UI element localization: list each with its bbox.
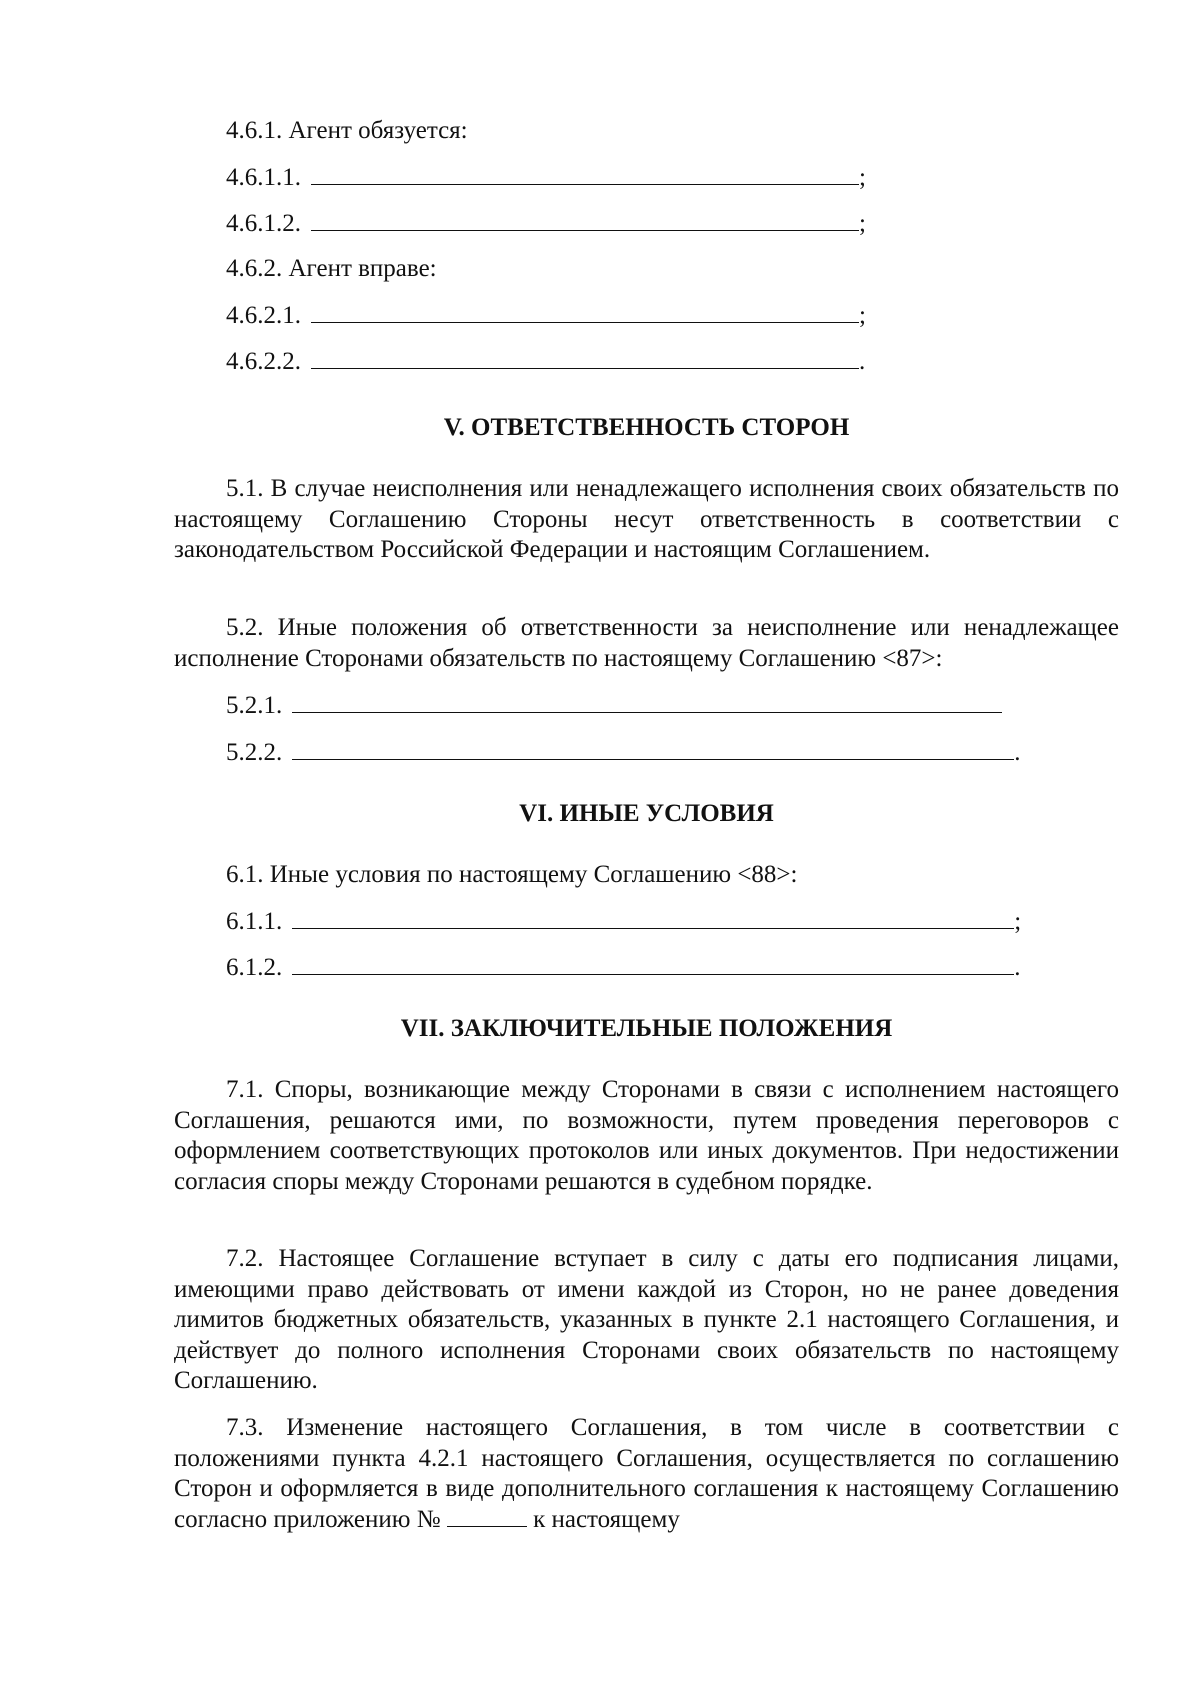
punctuation: . xyxy=(1014,739,1021,766)
clause-4-6-1-1 xyxy=(226,162,866,193)
clause-4-6-1 xyxy=(226,116,468,146)
appendix-number-blank[interactable] xyxy=(447,1506,527,1527)
punctuation: . xyxy=(1014,954,1021,981)
fill-in-blank[interactable] xyxy=(292,737,1014,760)
punctuation: ; xyxy=(859,164,866,191)
section-6-heading: VI. ИНЫЕ УСЛОВИЯ xyxy=(519,800,774,827)
clause-4-6-2 xyxy=(226,254,437,284)
punctuation: ; xyxy=(859,210,866,237)
clause-7-3-text: 7.3. Изменение настоящего Соглашения, в том числе в соответствии с положениями пункта 4.2.1 настоящего Соглашения, осуществляется по соглашению Сторон и оформляется в виде дополнительного соглашения к настоящему Соглашению согласно приложению № xyxy=(174,1414,1119,1533)
fill-in-blank[interactable] xyxy=(292,690,1002,713)
clause-5-2-1 xyxy=(226,690,1002,721)
clause-6-1-text: 6.1. Иные условия по настоящему Соглашению <88>: xyxy=(226,861,798,888)
fill-in-blank[interactable] xyxy=(311,300,859,323)
clause-6-1-1 xyxy=(226,906,1021,937)
clause-number: 4.6.2.1. xyxy=(226,302,301,329)
fill-in-blank[interactable] xyxy=(292,906,1014,929)
fill-in-blank[interactable] xyxy=(292,952,1014,975)
clause-6-1 xyxy=(226,860,797,890)
clause-7-2: 7.2. Настоящее Соглашение вступает в силу с даты его подписания лицами, имеющими право действовать от имени каждой из Сторон, но не ранее доведения лимитов бюджетных обязательств, указанных в пункте 2.1 настоящего Соглашения, и действует до полного исполнения Сторонами своих обязательств по настоящему Соглашению. xyxy=(174,1245,1119,1394)
clause-number: 4.6.1.2. xyxy=(226,210,301,237)
clause-4-6-2-text: 4.6.2. Агент вправе: xyxy=(226,255,437,282)
clause-number: 5.2.2. xyxy=(226,739,283,766)
punctuation: ; xyxy=(1014,908,1022,935)
clause-number: 6.1.1. xyxy=(226,908,283,935)
document-page xyxy=(174,0,1119,1697)
clause-4-6-2-2 xyxy=(226,346,865,377)
fill-in-blank[interactable] xyxy=(311,346,859,369)
punctuation: ; xyxy=(859,302,866,329)
punctuation: . xyxy=(859,348,866,375)
section-5-heading: V. ОТВЕТСТВЕННОСТЬ СТОРОН xyxy=(443,414,850,441)
clause-number: 4.6.2.2. xyxy=(226,348,301,375)
clause-6-1-2 xyxy=(226,952,1021,983)
section-7-heading: VII. ЗАКЛЮЧИТЕЛЬНЫЕ ПОЛОЖЕНИЯ xyxy=(400,1015,893,1042)
clause-7-3 xyxy=(174,1413,1119,1535)
clause-7-1: 7.1. Споры, возникающие между Сторонами в связи с исполнением настоящего Соглашения, решаются ими, по возможности, путем проведения переговоров с оформлением соответствующих протоколов или иных документов. При недостижении согласия споры между Сторонами решаются в судебном порядке. xyxy=(174,1076,1119,1195)
clause-4-6-1-2 xyxy=(226,208,866,239)
fill-in-blank[interactable] xyxy=(311,162,859,185)
fill-in-blank[interactable] xyxy=(311,208,859,231)
clause-5-2-2 xyxy=(226,737,1021,768)
clause-7-3-text-end: к настоящему xyxy=(533,1505,680,1533)
clause-number: 6.1.2. xyxy=(226,954,283,981)
clause-number: 5.2.1. xyxy=(226,692,283,719)
clause-4-6-1-text: 4.6.1. Агент обязуется: xyxy=(226,117,468,144)
clause-5-1: 5.1. В случае неисполнения или ненадлежащего исполнения своих обязательств по настоящему Соглашению Стороны несут ответственность в соответствии с законодательством Российской Федерации и настоящим Соглашением. xyxy=(174,475,1119,563)
clause-5-2: 5.2. Иные положения об ответственности за неисполнение или ненадлежащее исполнение Сторонами обязательств по настоящему Соглашению <87>: xyxy=(174,614,1119,672)
clause-4-6-2-1 xyxy=(226,300,866,331)
clause-number: 4.6.1.1. xyxy=(226,164,301,191)
